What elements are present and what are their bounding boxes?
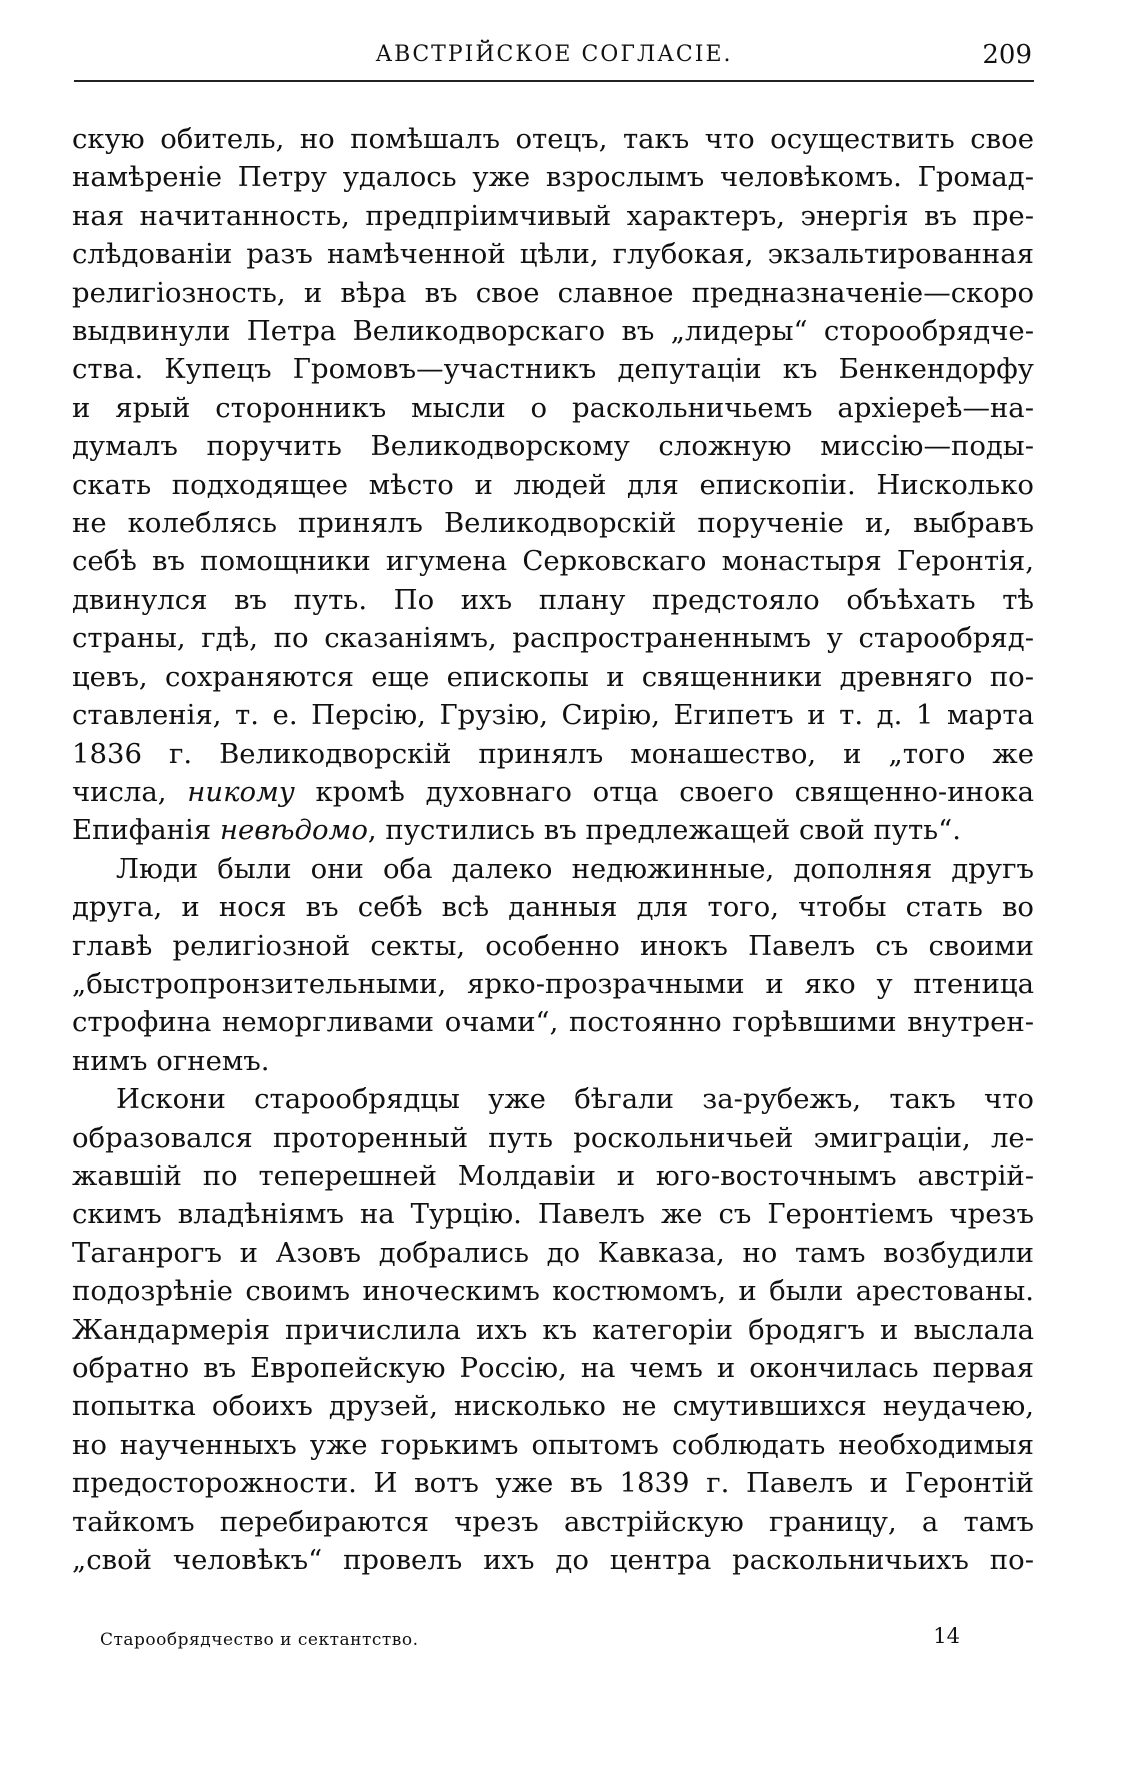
text-line: страны, гдѣ, по сказаніямъ, распространеннымъ у старообряд- [72,622,1034,655]
text-line: „быстропронзительными, ярко-прозрачными и яко у птеница [72,967,1034,1000]
page-number: 209 [982,40,1032,70]
text-line: слѣдованіи разъ намѣченной цѣли, глубокая, экзальтированная [72,238,1034,271]
text-line: Люди были они оба далеко недюжинные, дополняя другъ [116,852,1034,885]
text-line: предосторожности. И вотъ уже въ 1839 г. Павелъ и Геронтій [72,1467,1034,1500]
body-text [72,120,1034,1579]
text-line: скую обитель, но помѣшалъ отецъ, такъ что осуществить свое [72,123,1034,155]
text-fragment: числа, [72,775,188,808]
text-line: главѣ религіозной секты, особенно инокъ Павелъ съ своими [72,929,1034,962]
text-line: себѣ въ помощники игумена Серковскаго монастыря Геронтія, [72,545,1034,578]
italic-text: невѣдомо [219,814,368,847]
text-fragment: кромѣ духовнаго отца своего священно-инока [294,775,1034,808]
text-line: друга, и нося въ себѣ всѣ данныя для того, чтобы стать во [72,891,1034,924]
text-line: и ярый сторонникъ мысли о раскольничьемъ архіереѣ—на- [72,391,1034,424]
text-line: выдвинули Петра Великодворскаго въ „лидеры“ сторообрядче- [72,315,1034,348]
signature-line: Старообрядчество и сектантство. [100,1630,419,1650]
paragraph-3 [72,1080,1034,1579]
text-line: 1836 г. Великодворскій принялъ монашество, и „того же [72,737,1034,770]
text-line: но наученныхъ уже горькимъ опытомъ соблюдать необходимыя [72,1428,1034,1461]
text-line: скать подходящее мѣсто и людей для епископіи. Нисколько [72,468,1034,501]
text-line: обратно въ Европейскую Россію, на чемъ и окончилась первая [72,1352,1034,1384]
text-line: „свой человѣкъ“ провелъ ихъ до центра раскольничьихъ по- [72,1544,1034,1577]
text-fragment: Епифанія [72,814,220,847]
text-line: ная начитанность, предпріимчивый характеръ, энергія въ пре- [72,199,1034,232]
text-line: цевъ, сохраняются еще епископы и священники древняго по- [72,660,1034,693]
text-line: двинулся въ путь. По ихъ плану предстояло объѣхать тѣ [72,583,1034,616]
text-line: не колеблясь принялъ Великодворскій порученіе и, выбравъ [72,507,1034,540]
running-title: АВСТРІЙСКОЕ СОГЛАСІЕ. [375,42,733,67]
text-line: думалъ поручить Великодворскому сложную миссію—поды- [72,430,1034,463]
page-footer [100,1626,980,1656]
text-line: тайкомъ перебираются чрезъ австрійскую границу, а тамъ [72,1505,1034,1538]
page-header [74,36,1034,82]
text-line [72,773,1034,811]
text-line: попытка обоихъ друзей, нисколько не смутившихся неудачею, [72,1390,1034,1423]
signature-mark: 14 [933,1624,960,1648]
text-line: намѣреніе Петру удалось уже взрослымъ человѣкомъ. Громад- [72,161,1034,194]
text-line: Таганрогъ и Азовъ добрались до Кавказа, но тамъ возбудили [72,1236,1034,1269]
paragraph-2 [72,850,1034,1080]
text-line: ства. Купецъ Громовъ—участникъ депутаціи къ Бенкендорфу [72,353,1034,386]
text-line: образовался проторенный путь роскольничьей эмиграціи, ле- [72,1121,1034,1154]
text-line: нимъ огнемъ. [72,1044,270,1077]
text-line: жавшій по теперешней Молдавіи и юго-восточнымъ австрій- [72,1159,1034,1192]
text-line [72,811,1034,849]
text-line: ставленія, т. е. Персію, Грузію, Сирію, Египетъ и т. д. 1 марта [72,699,1034,732]
text-line: Жандармерія причислила ихъ къ категоріи бродягъ и выслала [72,1313,1034,1346]
text-line: религіозность, и вѣра въ свое славное предназначеніе—скоро [72,276,1034,309]
text-line: скимъ владѣніямъ на Турцію. Павелъ же съ Геронтіемъ чрезъ [72,1198,1034,1231]
paragraph-1 [72,120,1034,850]
text-line: Искони старообрядцы уже бѣгали за-рубежъ, такъ что [116,1083,1034,1116]
text-fragment: , пустились въ предлежащей свой путь“. [367,814,961,847]
text-line: строфина неморгливами очами“, постоянно горѣвшими внутрен- [72,1006,1034,1039]
italic-text: никому [187,775,295,808]
text-line: подозрѣніе своимъ иноческимъ костюмомъ, и были арестованы. [72,1275,1034,1308]
